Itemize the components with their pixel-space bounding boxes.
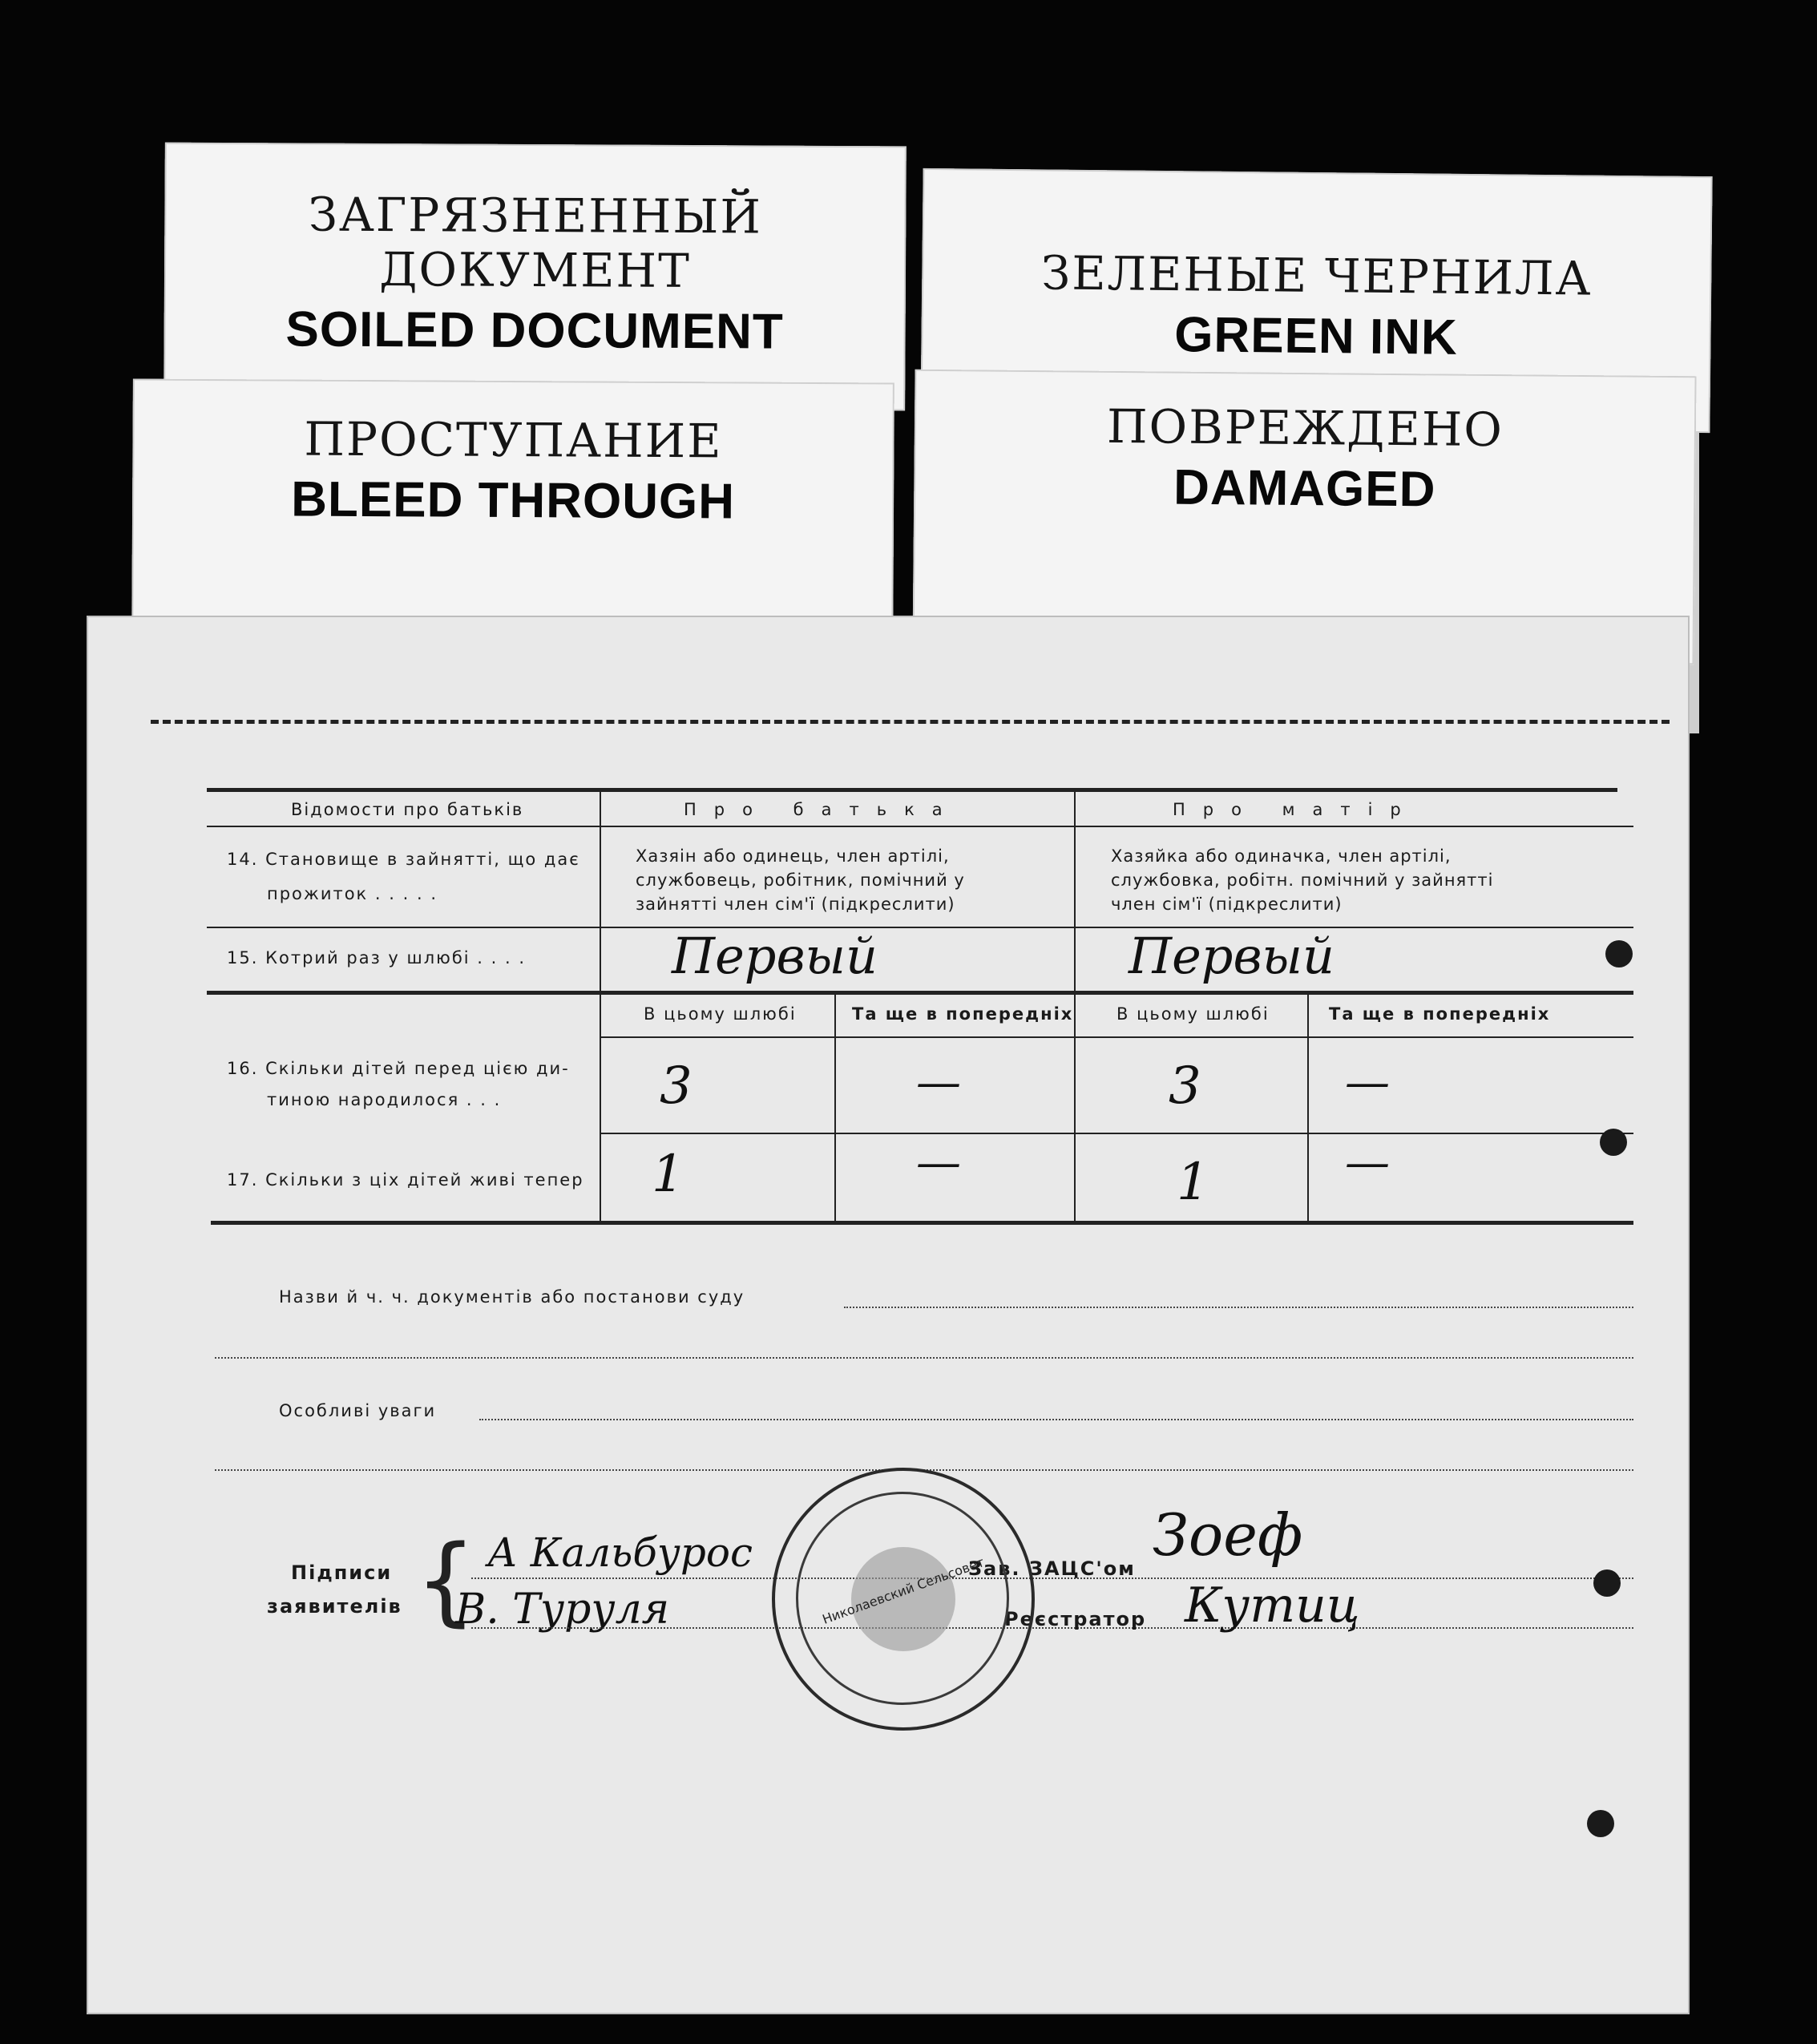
applicant-signature-1: А Кальбурос: [487, 1529, 753, 1576]
stamp-text: Николаевский Сельсовет: [820, 1554, 987, 1627]
row14-label-cont: прожиток . . . . .: [267, 884, 438, 903]
table-top-border: [207, 788, 1617, 792]
card-soiled-en: SOILED DOCUMENT: [285, 301, 784, 360]
column-divider-1: [600, 792, 601, 1221]
col-mother-this-marriage: В цьому шлюбі: [1116, 1004, 1270, 1024]
row16-mother-prev: —: [1345, 1056, 1390, 1109]
form-sheet: [87, 616, 1690, 2014]
column-divider-mother-sub: [1307, 991, 1309, 1221]
remarks-line: [479, 1419, 1633, 1420]
card-green-en: GREEN INK: [1173, 307, 1459, 366]
head-label: Зав. ЗАЦС'ом: [968, 1557, 1136, 1580]
card-green-ru: ЗЕЛЕНЫЕ ЧЕРНИЛА: [1040, 245, 1593, 306]
col-father-this-marriage: В цьому шлюбі: [644, 1004, 797, 1024]
registrar-label: Реєстратор: [1004, 1608, 1147, 1630]
punch-hole: [1593, 1569, 1621, 1597]
row16-label-cont: тиною народилося . . .: [267, 1090, 502, 1109]
head-signature: Зоеф: [1153, 1501, 1303, 1569]
subheader-border: [600, 1036, 1633, 1038]
row15-label: 15. Котрий раз у шлюбі . . . .: [227, 948, 527, 967]
column-divider-father-sub: [834, 991, 836, 1221]
tear-line: [151, 720, 1670, 724]
row16-father-prev: —: [916, 1056, 961, 1109]
column-divider-2: [1074, 792, 1076, 1221]
documents-line-2: [215, 1357, 1633, 1359]
signatures-label-cont: заявителів: [267, 1595, 402, 1618]
col-mother-previous: Та ще в попередніх: [1329, 1004, 1551, 1024]
table-header-border: [207, 826, 1633, 827]
registrar-signature: Кутиц: [1185, 1577, 1360, 1634]
row16-mother-this: 3: [1169, 1056, 1201, 1116]
punch-hole: [1600, 1129, 1627, 1156]
signatures-brace: {: [415, 1525, 477, 1637]
row14-mother-options: Хазяйка або одиначка, член артілі, службовка, робітн. помічний у зайнятті член сім'ї (підкреслити): [1111, 846, 1494, 914]
header-father: Про батька: [684, 800, 960, 819]
row16-border: [600, 1133, 1633, 1134]
card-soiled-ru: ЗАГРЯЗНЕННЫЙ ДОКУМЕНТ: [308, 187, 763, 299]
header-mother: Про матір: [1173, 800, 1419, 819]
card-bleed-en: BLEED THROUGH: [291, 471, 736, 530]
punch-hole: [1587, 1810, 1614, 1837]
row14-border: [207, 927, 1633, 928]
applicant-signature-2: В. Туруля: [455, 1586, 670, 1634]
row17-mother-this: 1: [1177, 1153, 1209, 1212]
row17-mother-prev: —: [1345, 1137, 1390, 1189]
row16-label: 16. Скільки дітей перед цією ди-: [227, 1059, 570, 1078]
row17-father-prev: —: [916, 1137, 961, 1189]
row15-mother-handwriting: Первый: [1129, 927, 1334, 985]
row14-label: 14. Становище в зайнятті, що дає: [227, 850, 580, 869]
row17-father-this: 1: [652, 1145, 684, 1204]
row14-father-options: Хазяін або одинець, член артілі, службовець, робітник, помічний у зайнятті член сім'ї (підкреслити): [636, 846, 965, 914]
remarks-label: Особливі уваги: [279, 1401, 437, 1420]
documents-label: Назви й ч. ч. документів або постанови суду: [279, 1287, 745, 1307]
col-father-previous: Та ще в попередніх: [852, 1004, 1074, 1024]
row16-father-this: 3: [660, 1056, 692, 1116]
row15-father-handwriting: Первый: [672, 927, 878, 985]
row15-border: [207, 991, 1633, 995]
documents-line: [844, 1307, 1633, 1308]
table-bottom-border: [211, 1221, 1633, 1225]
punch-hole: [1605, 940, 1633, 967]
card-damaged-en: DAMAGED: [1173, 459, 1436, 518]
label-card-soiled: [164, 143, 906, 411]
row17-label: 17. Скільки з ціх дітей живі тепер: [227, 1170, 584, 1190]
signatures-label: Підписи: [291, 1561, 393, 1584]
official-stamp: [772, 1468, 1035, 1731]
header-parents: Відомости про батьків: [291, 800, 524, 819]
card-bleed-ru: ПРОСТУПАНИЕ: [304, 411, 723, 469]
card-damaged-ru: ПОВРЕЖДЕНО: [1106, 398, 1504, 458]
